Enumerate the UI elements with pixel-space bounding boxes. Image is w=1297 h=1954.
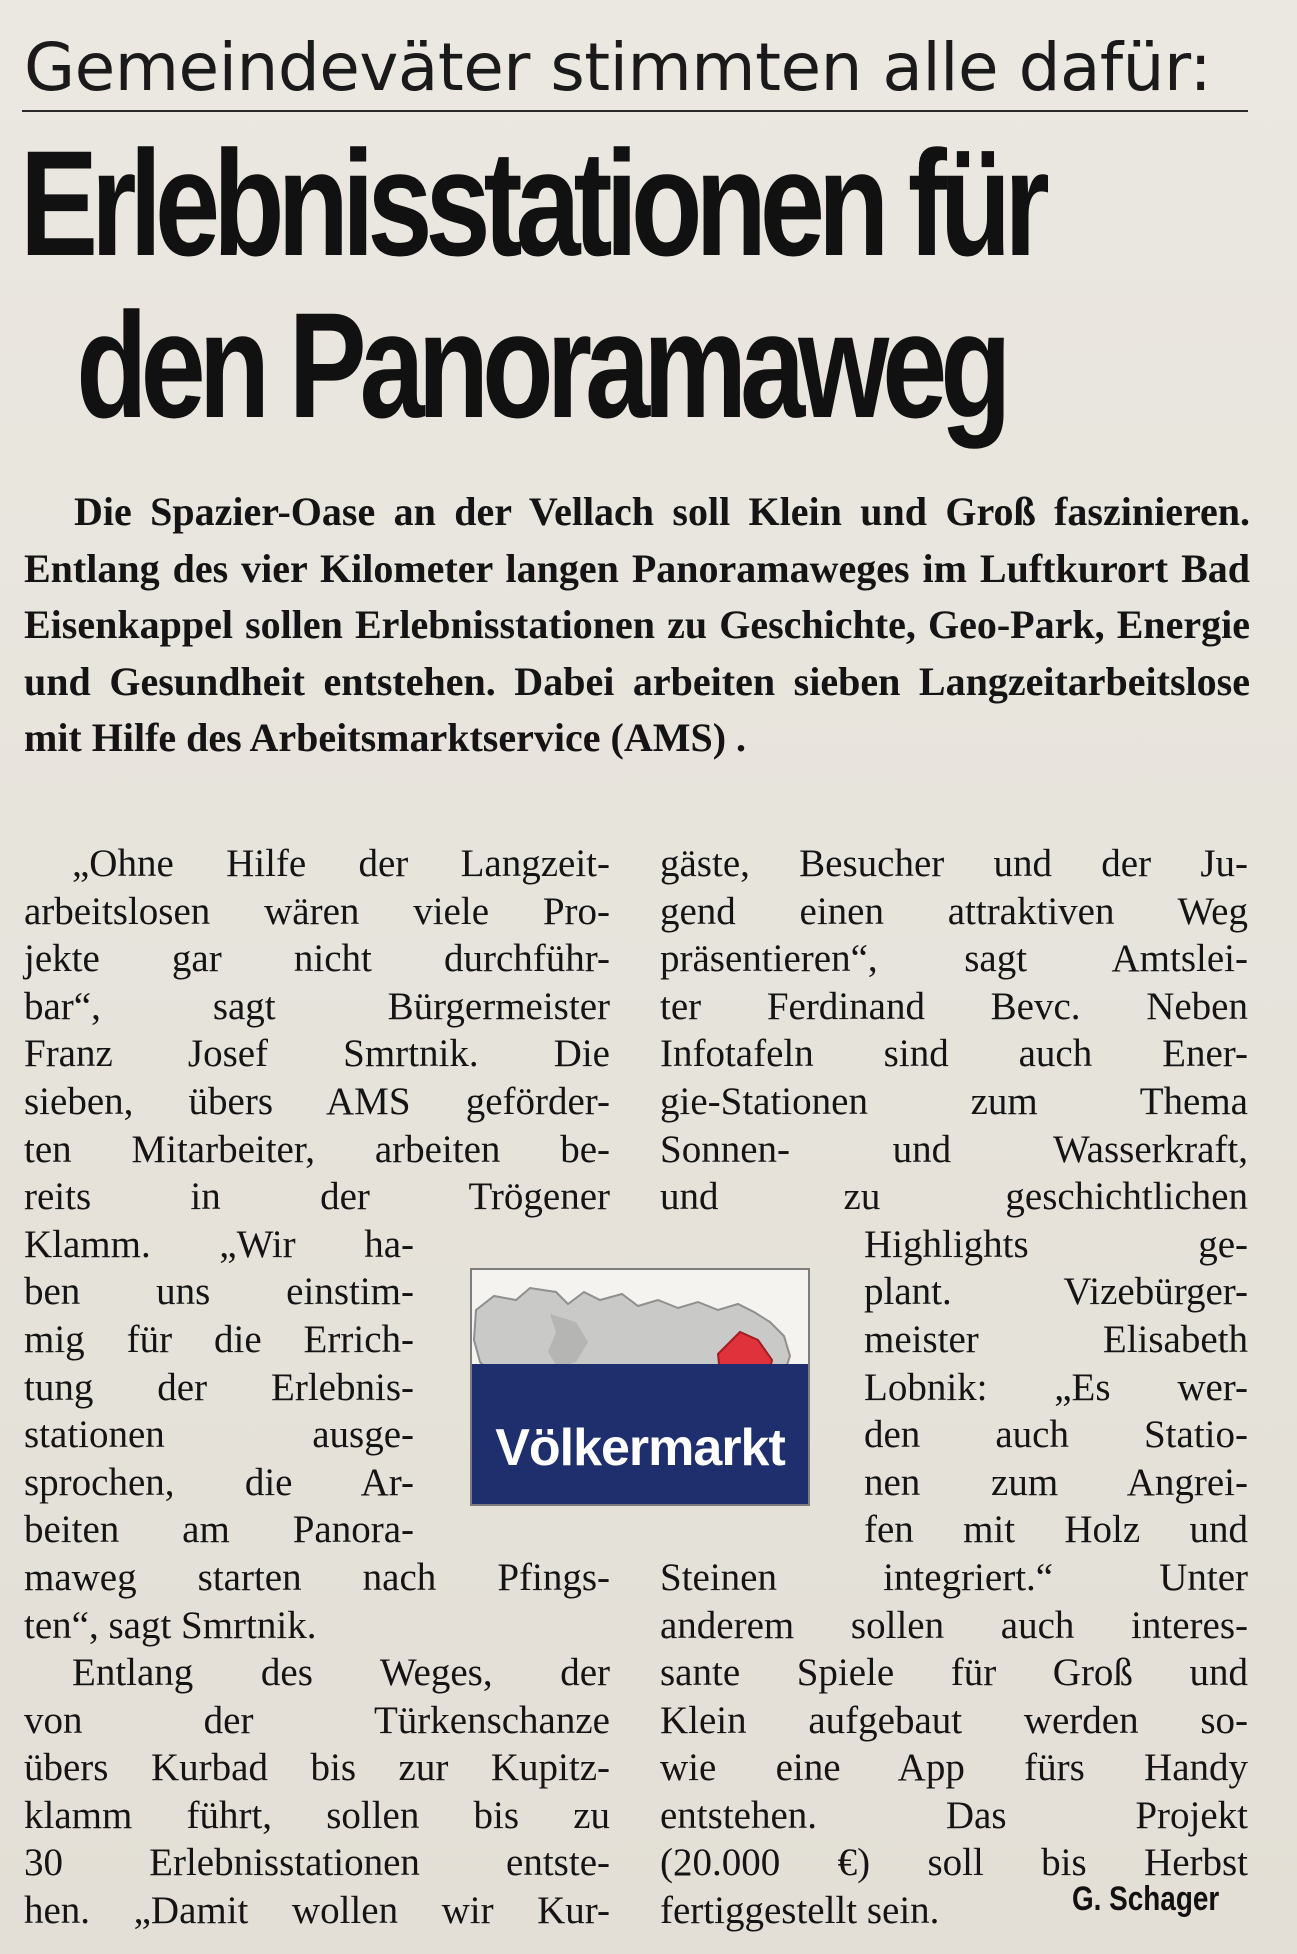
text-line: nen zum Angrei- [864,1460,1248,1504]
text-line: tung der Erlebnis- [24,1365,414,1409]
headline-line-2: den Panoramaweg [76,281,1005,449]
text-line: ten Mitarbeiter, arbeiten be- [24,1127,610,1171]
text-line: präsentieren“, sagt Amtslei- [660,937,1248,981]
text-line: plant. Vizebürger- [864,1270,1248,1314]
text-line: den auch Statio- [864,1413,1248,1457]
text-line: ben uns einstim- [24,1270,414,1314]
text-line: gäste, Besucher und der Ju- [660,842,1248,885]
text-line: sprochen, die Ar- [24,1460,414,1504]
text-line: reits in der Trögener [24,1175,610,1219]
text-line: Steinen integriert.“ Unter [660,1555,1248,1599]
text-line: hen. „Damit wollen wir Kur- [24,1889,610,1933]
text-line: jekte gar nicht durchführ- [24,937,610,981]
logo-label: Völkermarkt [495,1419,785,1477]
lead-paragraph: Die Spazier-Oase an der Vellach soll Klein und Groß faszinieren. Entlang des vier Kilometer langen Panoramaweges im Luftkurort Bad Eisenkappel sollen Erlebnisstationen zu Geschichte, Geo-Park, Energie und Gesundheit entstehen. Dabei arbeiten sieben Langzeitarbeitslose mit Hilfe des Arbeitsmarktservice (AMS) . [24,489,1250,760]
text-line: (20.000 €) soll bis Herbst [660,1841,1248,1885]
text-line: ter Ferdinand Bevc. Neben [660,984,1248,1028]
text-line: sante Spiele für Groß und [660,1651,1248,1695]
text-line: sieben, übers AMS geförder- [24,1079,610,1123]
text-line: wie eine App fürs Handy [660,1746,1248,1790]
text-line: 30 Erlebnisstationen entste- [24,1841,610,1885]
text-line: Franz Josef Smrtnik. Die [24,1032,610,1076]
text-line: Lobnik: „Es wer- [864,1365,1248,1409]
text-line: Highlights ge- [864,1222,1248,1266]
district-logo [470,1268,810,1506]
text-line: und zu geschichtlichen [660,1175,1248,1219]
author-byline: G. Schager [1072,1880,1220,1918]
text-line: mig für die Errich- [24,1317,414,1361]
kicker-rule [22,110,1248,112]
headline-line-1: Erlebnisstationen für [20,119,1043,287]
text-line: „Ohne Hilfe der Langzeit- [72,842,610,885]
text-line: Klein aufgebaut werden so- [660,1698,1248,1742]
text-line: anderem sollen auch interes- [660,1603,1248,1647]
article-kicker: Gemeindeväter stimmten alle dafür: [24,29,1212,106]
text-line: fertiggestellt sein. [660,1889,940,1933]
text-line: fen mit Holz und [864,1508,1248,1552]
article-lead [24,484,1250,767]
text-line: ten“, sagt Smrtnik. [24,1603,317,1647]
text-line: arbeitslosen wären viele Pro- [24,889,610,933]
text-line: gie-Stationen zum Thema [660,1079,1248,1123]
left-paragraph-2 [24,1649,610,1935]
text-line: Infotafeln sind auch Ener- [660,1032,1248,1076]
text-line: maweg starten nach Pfings- [24,1555,610,1599]
text-line: Entlang des Weges, der [72,1651,610,1695]
text-line: übers Kurbad bis zur Kupitz- [24,1746,610,1790]
text-line: beiten am Panora- [24,1508,414,1552]
text-line: gend einen attraktiven Weg [660,889,1248,933]
text-line: Sonnen- und Wasserkraft, [660,1127,1248,1171]
text-line: bar“, sagt Bürgermeister [24,984,610,1028]
text-line: Klamm. „Wir ha- [24,1222,414,1266]
text-line: meister Elisabeth [864,1317,1248,1361]
text-line: von der Türkenschanze [24,1698,610,1742]
text-line: klamm führt, sollen bis zu [24,1793,610,1837]
text-line: stationen ausge- [24,1413,414,1457]
article-headline [20,119,1043,449]
text-line: entstehen. Das Projekt [660,1793,1248,1837]
left-paragraph-1 [24,840,610,1649]
